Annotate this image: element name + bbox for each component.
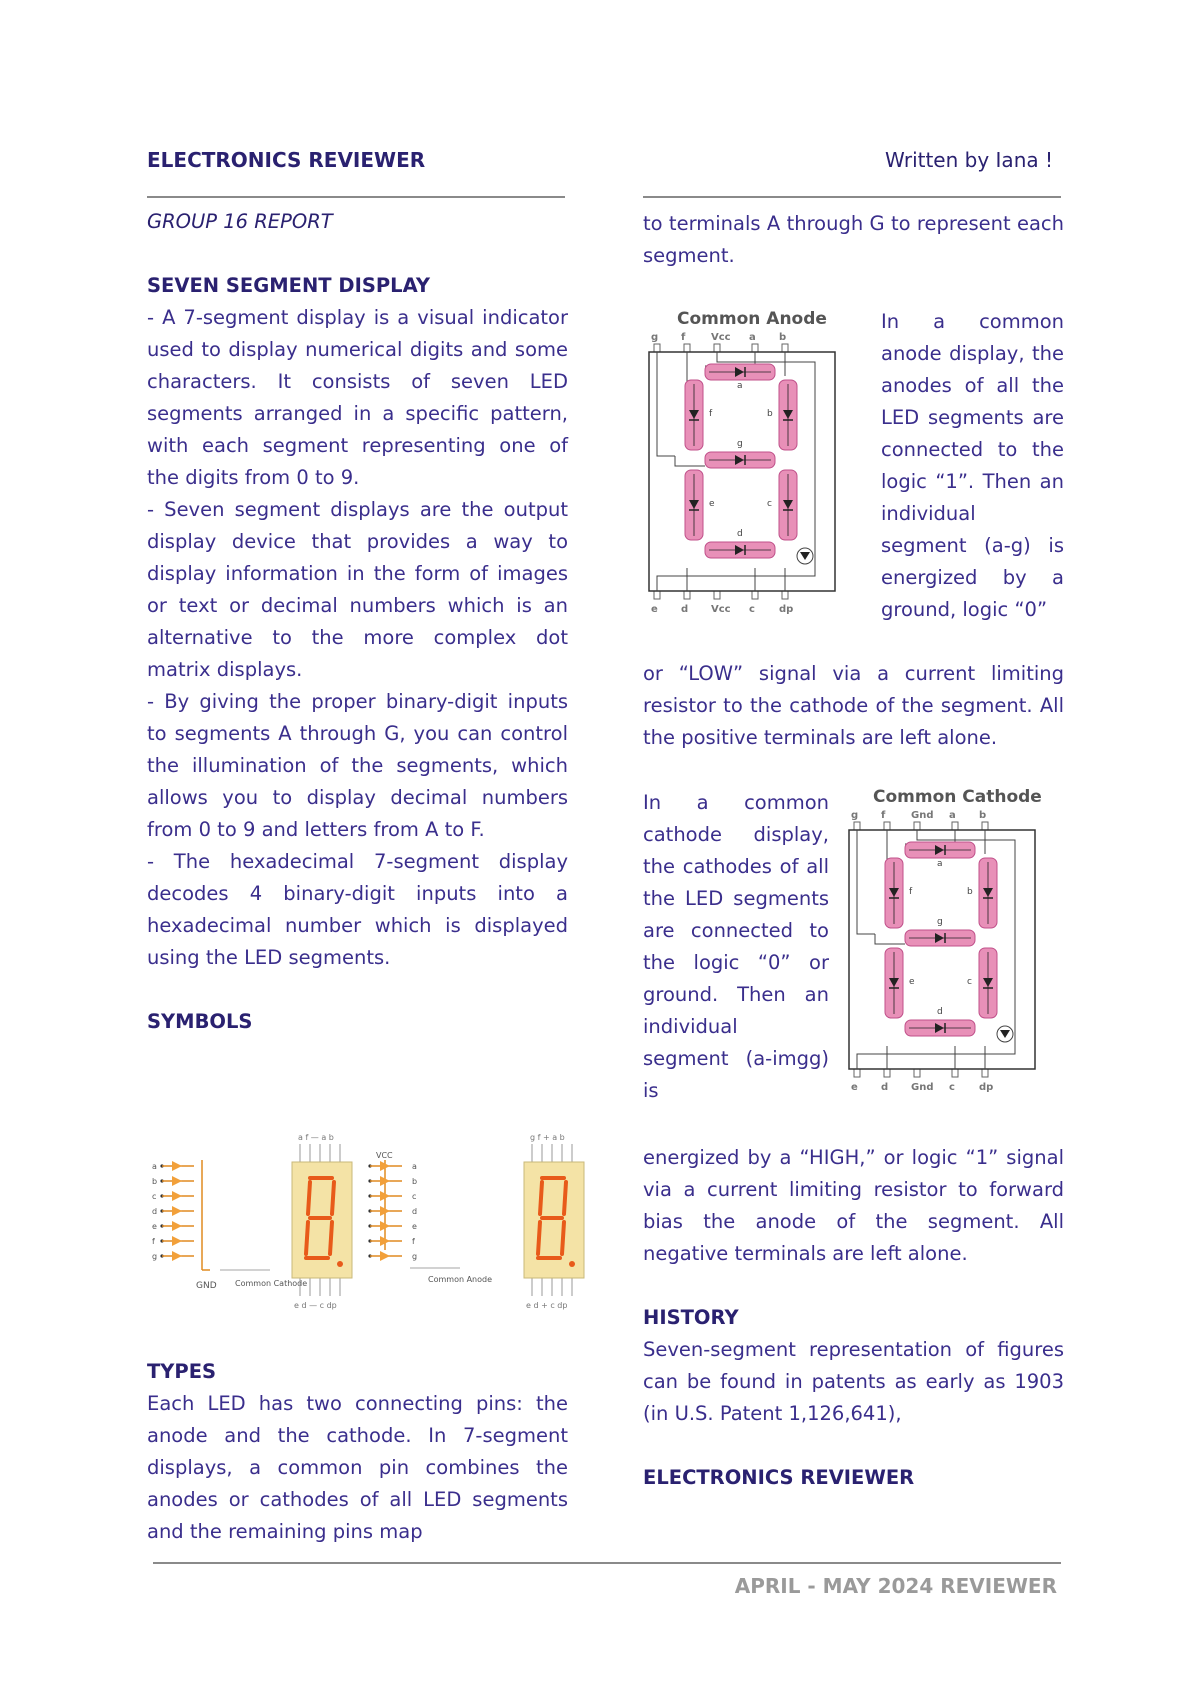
cc-input-label: e	[152, 1222, 157, 1231]
ca-common-label: Common Anode	[428, 1275, 493, 1284]
right-continued	[643, 208, 1064, 272]
cathode-segment-label: e	[909, 977, 915, 987]
cc-input-label: a	[152, 1162, 157, 1171]
cathode-title: Common Cathode	[873, 787, 1042, 807]
history-body: Seven-segment representation of figures can be found in patents as early as 1903 (in U.S. Patent 1,126,641),	[643, 1338, 1064, 1425]
types-section	[147, 1356, 568, 1548]
cc-input-label: g	[152, 1252, 158, 1261]
diode-icon	[172, 1251, 182, 1261]
cathode-float-text	[643, 787, 829, 1107]
cc-bottom-pins: e d — c dp	[294, 1301, 337, 1310]
diode-icon	[172, 1236, 182, 1246]
cc-input-label: f	[152, 1237, 155, 1246]
history-heading: HISTORY	[643, 1306, 739, 1329]
diode-icon	[172, 1191, 182, 1201]
anode-bottom-pin-label: d	[681, 604, 689, 615]
seven-para-1: - A 7-segment display is a visual indicator used to display numerical digits and some characters. It consists of seven LED segments arranged in a specific pattern, with each segment representing one of the digits from 0 to 9.	[147, 306, 568, 489]
ca-input-diodes	[368, 1151, 492, 1284]
header-title: ELECTRONICS REVIEWER	[147, 148, 426, 172]
anode-top-pin-label: f	[681, 332, 686, 343]
cc-gnd-label: GND	[196, 1281, 217, 1291]
cc-common-label: Common Cathode	[235, 1279, 308, 1288]
header-author: Written by Iana !	[884, 148, 1053, 172]
footer-divider	[153, 1562, 1061, 1564]
symbols-figure	[150, 1130, 590, 1310]
diode-icon	[172, 1206, 182, 1216]
seven-para-3: - By giving the proper binary-digit inputs to segments A through G, you can control the illumination of the segments, which allows you to display decimal numbers from 0 to 9 and letters from A to F.	[147, 690, 568, 841]
cathode-bottom-pin-label: d	[881, 1082, 889, 1093]
ca-bottom-pins: e d + c dp	[526, 1301, 568, 1310]
anode-bottom-pin-label: e	[651, 604, 658, 615]
seven-para-2: - Seven segment displays are the output display device that provides a way to display information in the form of images or text or decimal numbers which is an alternative to the more complex dot matrix displays.	[147, 498, 568, 681]
anode-text-rest: or “LOW” signal via a current limiting resistor to the cathode of the segment. All the positive terminals are left alone.	[643, 662, 1064, 749]
cathode-top-pin-label: a	[949, 810, 956, 821]
diode-icon	[380, 1251, 390, 1261]
anode-rest	[643, 658, 1064, 754]
left-column	[147, 206, 568, 1038]
cc-input-label: d	[152, 1207, 158, 1216]
anode-top-pin-label: g	[651, 332, 659, 343]
ca-input-label: c	[412, 1192, 417, 1201]
seven-segment-symbols-image	[150, 1130, 590, 1310]
ca-vcc-label: VCC	[376, 1151, 393, 1160]
cathode-segment-label: d	[937, 1007, 943, 1017]
cathode-top-pin-label: Gnd	[911, 810, 934, 821]
anode-bottom-pin-label: dp	[779, 604, 794, 615]
cathode-bottom-pin-label: e	[851, 1082, 858, 1093]
common-cathode-figure	[845, 784, 1070, 1124]
cc-input-diodes	[152, 1160, 307, 1291]
diode-icon	[172, 1161, 182, 1171]
cathode-text-float: In a common cathode display, the cathodes of all the LED segments are connected to the logic “0” or ground. Then an individual segment (a-imgg) is	[643, 791, 829, 1102]
cathode-top-pin-label: g	[851, 810, 859, 821]
anode-segment-label: b	[767, 409, 773, 419]
group-label: GROUP 16 REPORT	[147, 210, 333, 233]
anode-float-text	[881, 306, 1064, 626]
diode-icon	[172, 1176, 182, 1186]
anode-title: Common Anode	[677, 309, 827, 329]
ca-input-label: d	[412, 1207, 418, 1216]
cathode-segment-label: b	[967, 887, 973, 897]
common-anode-figure	[645, 306, 870, 646]
cathode-segment-label: g	[937, 917, 943, 927]
symbols-heading: SYMBOLS	[147, 1010, 253, 1033]
cathode-bottom-pin-label: dp	[979, 1082, 994, 1093]
anode-segment-label: d	[737, 529, 743, 539]
seven-segment-heading: SEVEN SEGMENT DISPLAY	[147, 274, 430, 297]
anode-top-pin-label: Vcc	[711, 332, 731, 343]
types-heading: TYPES	[147, 1360, 217, 1383]
ca-input-label: a	[412, 1162, 417, 1171]
cathode-rest	[643, 1142, 1064, 1494]
cathode-top-pin-label: b	[979, 810, 987, 821]
common-anode-diagram	[645, 306, 870, 646]
common-cathode-diagram	[845, 784, 1070, 1124]
anode-top-pin-label: a	[749, 332, 756, 343]
anode-segment-label: g	[737, 439, 743, 449]
cathode-bottom-pin-label: Gnd	[911, 1082, 934, 1093]
anode-bottom-pin-label: Vcc	[711, 604, 731, 615]
ca-input-label: b	[412, 1177, 418, 1186]
anode-top-pin-label: b	[779, 332, 787, 343]
cathode-segment-label: a	[937, 859, 943, 869]
right-header-divider	[643, 196, 1061, 198]
ca-input-label: g	[412, 1252, 418, 1261]
diode-icon	[172, 1221, 182, 1231]
seven-para-4: - The hexadecimal 7-segment display decodes 4 binary-digit inputs into a hexadecimal number which is displayed using the LED segments.	[147, 850, 568, 969]
cathode-top-pin-label: f	[881, 810, 886, 821]
anode-bottom-pin-label: c	[749, 604, 755, 615]
ca-top-pins: g f + a b	[530, 1133, 565, 1142]
continued-text: to terminals A through G to represent each segment.	[643, 212, 1064, 267]
cathode-bottom-pin-label: c	[949, 1082, 955, 1093]
right-footer-heading: ELECTRONICS REVIEWER	[643, 1466, 915, 1489]
anode-segment-label: a	[737, 381, 743, 391]
cc-input-label: c	[152, 1192, 157, 1201]
types-body: Each LED has two connecting pins: the anode and the cathode. In 7-segment displays, a common pin combines the anodes or cathodes of all LED segments and the remaining pins map	[147, 1392, 568, 1543]
cc-input-label: b	[152, 1177, 158, 1186]
ca-input-label: e	[412, 1222, 417, 1231]
anode-segment-label: c	[767, 499, 772, 509]
left-header-divider	[147, 196, 565, 198]
cathode-segment-label: f	[909, 887, 913, 897]
footer-text: APRIL - MAY 2024 REVIEWER	[734, 1574, 1057, 1598]
ca-display	[524, 1133, 584, 1310]
anode-segment-label: e	[709, 499, 715, 509]
anode-segment-label: f	[709, 409, 713, 419]
anode-text-float: In a common anode display, the anodes of all the LED segments are connected to the logic “1”. Then an individual segment (a-g) is energized by a ground, logic “0”	[881, 310, 1064, 621]
cathode-segment-label: c	[967, 977, 972, 987]
cc-top-pins: a f — a b	[298, 1133, 334, 1142]
cathode-text-rest: energized by a “HIGH,” or logic “1” signal via a current limiting resistor to forward bias the anode of the segment. All negative terminals are left alone.	[643, 1146, 1064, 1265]
ca-input-label: f	[412, 1237, 415, 1246]
